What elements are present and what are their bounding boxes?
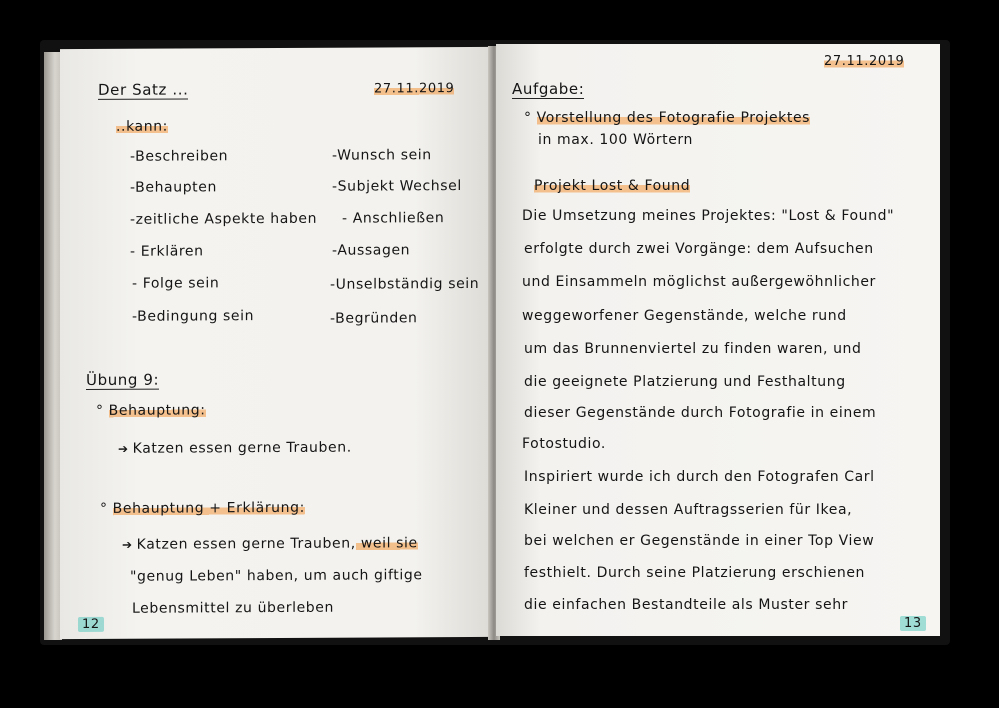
col1-item: -Bedingung sein — [132, 308, 255, 325]
task-bullet — [524, 110, 810, 126]
uebung-heading: Übung 9: — [86, 370, 160, 389]
col1-item: -zeitliche Aspekte haben — [130, 210, 318, 228]
body-line: Die Umsetzung meines Projektes: "Lost & Found" — [522, 208, 895, 224]
bullet-icon: ° — [100, 500, 113, 517]
col2-item: -Wunsch sein — [332, 147, 432, 164]
body-line: Inspiriert wurde ich durch den Fotografen Carl — [524, 469, 875, 485]
item1-text-row — [118, 440, 352, 457]
body-line: Kleiner und dessen Auftragsserien für Ikea, — [524, 502, 853, 518]
body-line: erfolgte durch zwei Vorgänge: dem Aufsuchen — [524, 241, 874, 257]
col1-item: - Erklären — [130, 243, 204, 260]
task-line2: in max. 100 Wörtern — [538, 132, 694, 148]
right-page — [496, 44, 940, 636]
body-line: Fotostudio. — [522, 436, 606, 452]
col2-item: -Unselbständig sein — [330, 275, 480, 293]
project-title: Projekt Lost & Found — [534, 178, 691, 194]
right-date: 27.11.2019 — [824, 54, 905, 69]
bullet-icon: ° — [96, 402, 109, 419]
left-page-number: 12 — [78, 617, 104, 632]
body-line: die geeignete Platzierung und Festhaltung — [524, 374, 846, 390]
left-heading: Der Satz ... — [98, 80, 189, 99]
right-heading — [512, 80, 584, 98]
item2-line1 — [122, 535, 418, 553]
body-line: dieser Gegenstände durch Fotografie in einem — [524, 405, 877, 421]
col1-item: - Folge sein — [132, 275, 220, 292]
item2-label: Behauptung + Erklärung: — [112, 499, 305, 517]
item2-line1a: Katzen essen gerne Trauben, — [136, 535, 356, 553]
col2-item: -Subjekt Wechsel — [332, 178, 462, 195]
col2-item: -Aussagen — [332, 242, 411, 259]
item2-line2: "genug Leben" haben, um auch giftige — [130, 567, 423, 585]
body-line: um das Brunnenviertel zu finden waren, und — [524, 341, 862, 357]
body-line: die einfachen Bestandteile als Muster sehr — [524, 597, 849, 613]
kann-label: ..kann: — [116, 118, 169, 135]
arrow-right-icon: ➔ — [118, 441, 129, 456]
right-page-number: 13 — [900, 616, 926, 631]
arrow-right-icon: ➔ — [122, 537, 133, 552]
item2-line3: Lebensmittel zu überleben — [132, 599, 334, 617]
body-line: weggeworfener Gegenstände, welche rund — [522, 308, 847, 324]
item1-text: Katzen essen gerne Trauben. — [132, 439, 352, 457]
item1-label: Behauptung: — [108, 402, 206, 419]
bullet-icon: ° — [524, 110, 537, 126]
task-line1: Vorstellung des Fotografie Projektes — [536, 110, 811, 126]
item1 — [96, 402, 206, 419]
left-page — [60, 47, 492, 639]
item2-line1b: weil sie — [355, 535, 418, 552]
aufgabe-label: Aufgabe: — [512, 80, 585, 98]
body-line: bei welchen er Gegenstände in einer Top View — [524, 533, 875, 549]
body-line: und Einsammeln möglichst außergewöhnlicher — [522, 274, 876, 290]
col1-item: -Behaupten — [130, 179, 217, 196]
col2-item: -Begründen — [330, 310, 418, 327]
col1-item: -Beschreiben — [130, 148, 229, 165]
left-date: 27.11.2019 — [374, 81, 455, 97]
item2 — [100, 500, 305, 517]
body-line: festhielt. Durch seine Platzierung erschienen — [524, 565, 866, 581]
col2-item: - Anschließen — [342, 210, 445, 227]
